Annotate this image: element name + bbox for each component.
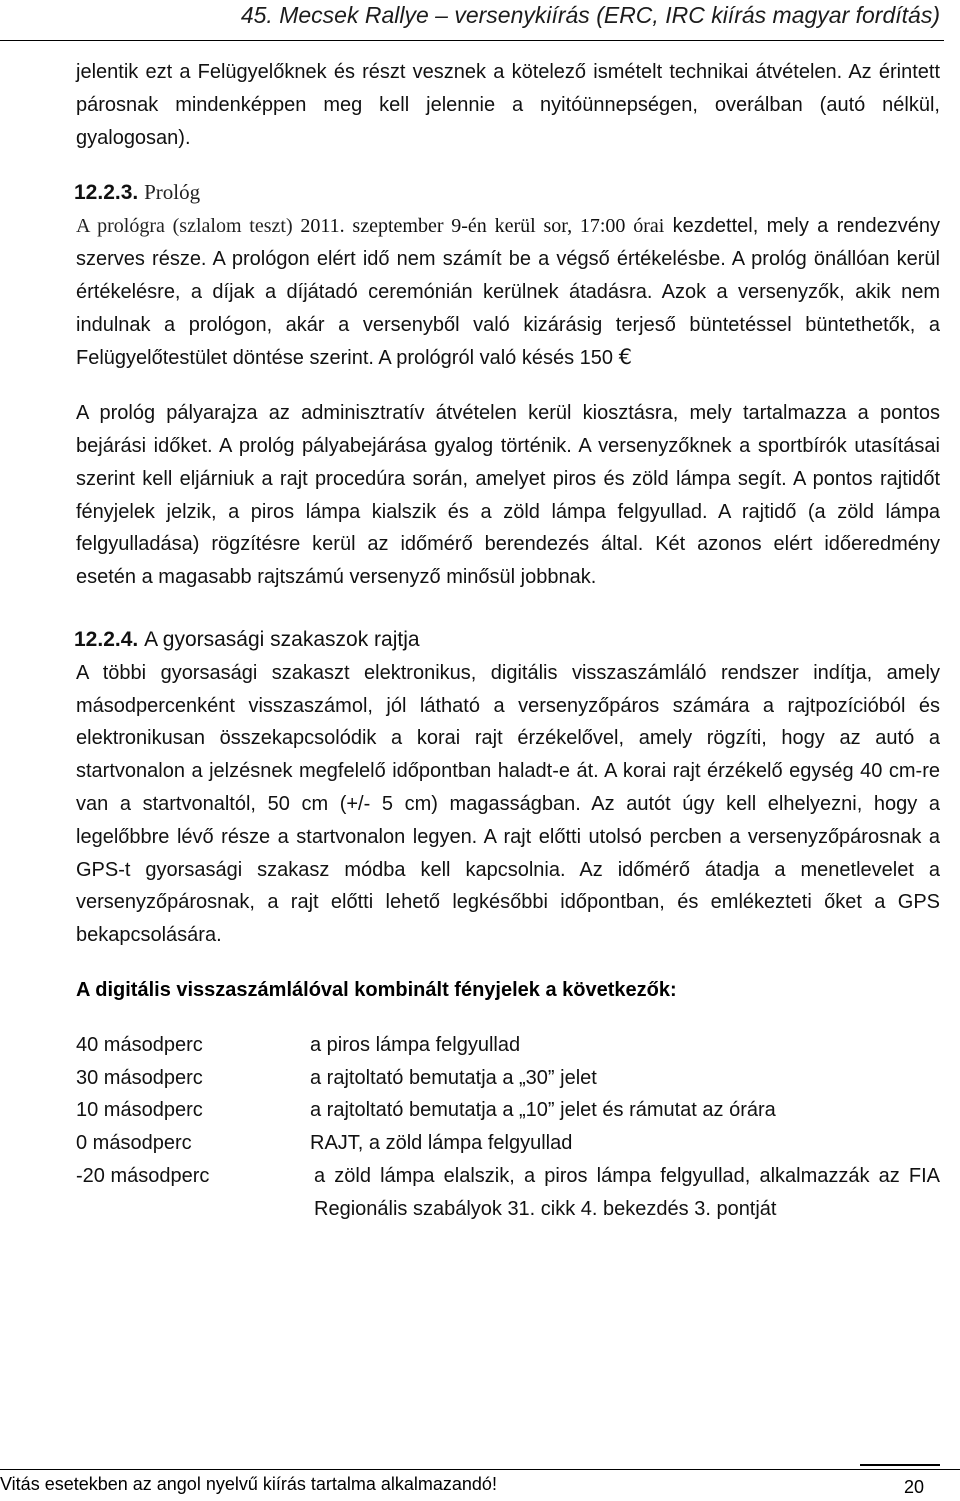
page-number-rule	[860, 1464, 940, 1466]
signal-desc: RAJT, a zöld lámpa felgyullad	[310, 1132, 573, 1155]
prolog-rest: kezdettel, mely a rendezvény szerves része. A prológon elért idő nem számít be a végső értékelésbe. A prológ önállóan kerül értékelésre, a díjak a díjátadó ceremónián kerülnek átadásra. Azok a versenyzők, akik nem indulnak a prológon, akár a versenyből való kizárásig terjeső büntetéssel büntethetők, a Felügyelőtestület döntése szerint. A prológról való késés 150	[76, 215, 941, 370]
signals-heading: A digitális visszaszámlálóval kombinált fényjelek a következők:	[76, 978, 677, 1001]
document-title: 45. Mecsek Rallye – versenykiírás (ERC, IRC kiírás magyar fordítás)	[240, 2, 940, 28]
page-header	[0, 0, 944, 41]
section-number: 12.2.3.	[74, 181, 139, 205]
signal-time: 0 másodperc	[76, 1132, 192, 1155]
signal-row	[76, 1062, 940, 1095]
prolog-date: 2011. szeptember 9-én kerül sor, 17:00 órai	[300, 215, 665, 238]
section-title: A gyorsasági szakaszok rajtja	[144, 627, 420, 651]
signal-row	[76, 1127, 940, 1160]
signal-time: -20 másodperc	[76, 1164, 210, 1187]
section-12-2-3	[76, 176, 940, 594]
signal-row	[76, 1094, 940, 1127]
section-title: Prológ	[144, 180, 201, 205]
signal-row	[76, 1160, 940, 1226]
signal-time: 10 másodperc	[76, 1099, 203, 1122]
page-number: 20	[903, 1477, 925, 1497]
section-number: 12.2.4.	[74, 627, 139, 651]
start-paragraph: A többi gyorsasági szakaszt elektronikus, digitális visszaszámláló rendszer indítja, amely másodpercenként visszaszámol, jól látható a versenyzőpáros számára a rajtpozícióból és elektronikusan összekapcsolódik a korai rajt érzékelővel, amely rögzíti, hogy az autó a startvonalon a jelzésnek megfelelő időpontban haladt-e át. A korai rajt érzékelő egység 40 cm-re van a startvonaltól, 50 cm (+/- 5 cm) magasságban. Az autót úgy kell elhelyezni, hogy a legelőbbre lévő része a startvonalon legyen. A rajt előtti utolsó percben a versenyzőpárosnak a GPS-t gyorsasági szakasz módba kell kapcsolnia. Az időmérő átadja a menetlevelet a versenyzőpárosnak, a rajt előtti lehető legkésőbbi időpontban, és emlékezteti őket a GPS bekapcsolására.	[76, 661, 940, 947]
signals-list	[76, 1029, 940, 1226]
page-content	[76, 56, 940, 1226]
signal-desc: a rajtoltató bemutatja a „10” jelet és rámutat az órára	[310, 1099, 776, 1122]
signal-desc: a zöld lámpa elalszik, a piros lámpa felgyullad, alkalmazzák az FIA Regionális szabályok 31. cikk 4. bekezdés 3. pontját	[314, 1164, 940, 1220]
signal-row	[76, 1029, 940, 1062]
prolog-line-prefix: A prológra (szlalom teszt)	[76, 215, 301, 238]
prolog-paragraph	[76, 210, 940, 375]
section-12-2-4	[76, 624, 940, 1226]
footer-note: Vitás esetekben az angol nyelvű kiírás tartalma alkalmazandó!	[0, 1474, 497, 1494]
signal-desc: a rajtoltató bemutatja a „30” jelet	[310, 1066, 597, 1089]
footer-divider	[0, 1469, 960, 1470]
prolog-paragraph-2: A prológ pályarajza az adminisztratív átvételen kerül kiosztásra, mely tartalmazza a pontos bejárási időket. A prológ pályabejárása gyalog történik. A versenyzőknek a sportbírók utasításai szerint kell eljárniuk a rajt procedúra során, amelyet piros és zöld lámpa segít. A pontos rajtidőt fényjelek jelzik, a piros lámpa kialszik és a zöld lámpa felgyullad. A rajtidő (a zöld lámpa felgyulladása) rögzítésre kerül az időmérő berendezés által. Két azonos elért időeredmény esetén a magasabb rajtszámú versenyző minősül jobbnak.	[76, 402, 940, 589]
intro-paragraph: jelentik ezt a Felügyelőknek és részt vesznek a kötelező ismételt technikai átvételen. Az érintett párosnak mindenképpen meg kell jelennie a nyitóünnepségen, overálban (autó nélkül, gyalogosan).	[76, 61, 940, 149]
euro-symbol: €	[618, 345, 632, 370]
signal-desc: a piros lámpa felgyullad	[310, 1033, 521, 1056]
signal-time: 30 másodperc	[76, 1066, 203, 1089]
signal-time: 40 másodperc	[76, 1033, 203, 1056]
